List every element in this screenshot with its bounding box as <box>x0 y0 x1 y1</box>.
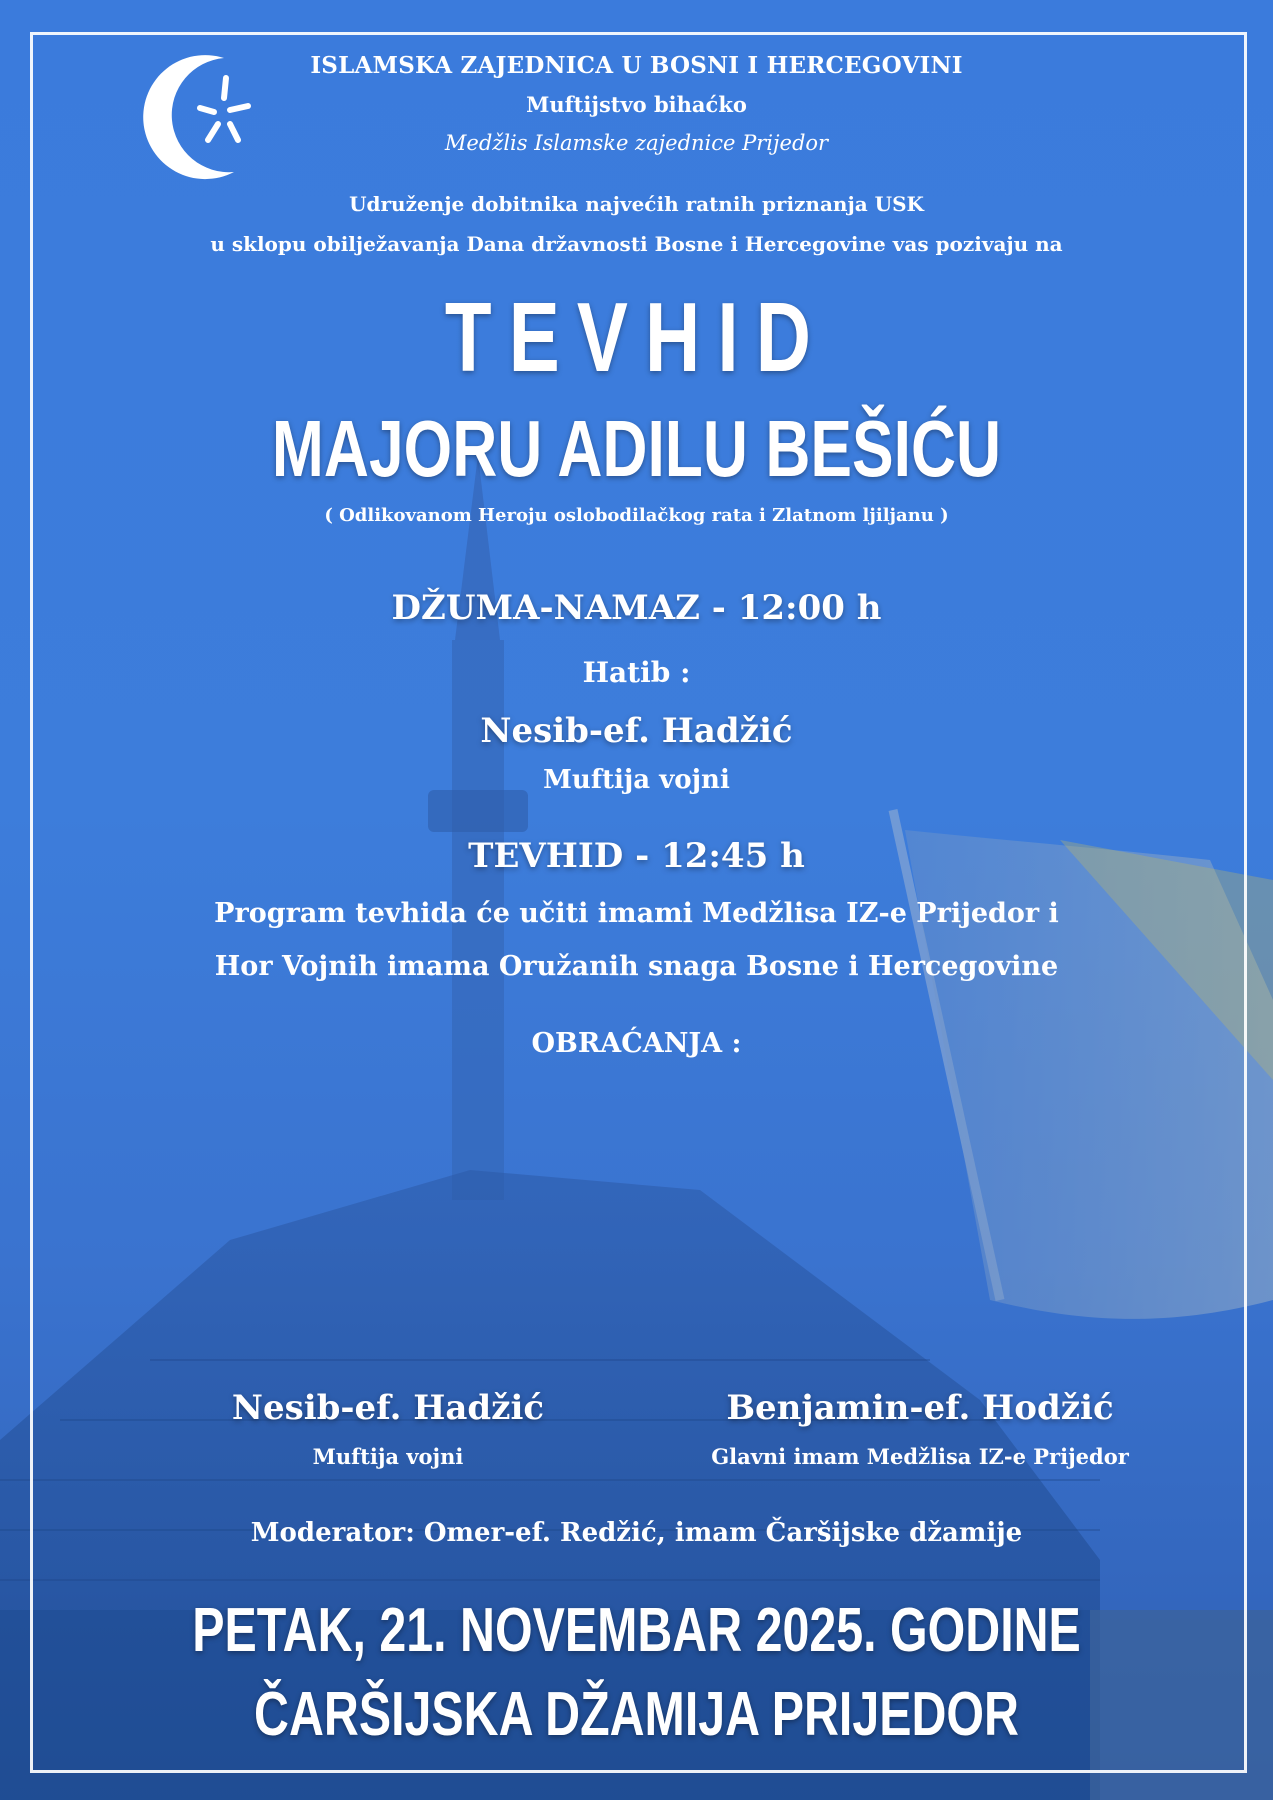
tevhid-time: TEVHID - 12:45 h <box>468 836 805 876</box>
org-name: ISLAMSKA ZAJEDNICA U BOSNI I HERCEGOVINI <box>310 52 963 79</box>
muftijstvo-name: Muftijstvo bihaćko <box>526 92 747 117</box>
invite-line-2: u sklopu obilježavanja Dana državnosti Bosne i Hercegovine vas pozivaju na <box>210 232 1063 256</box>
speaker-1-name: Nesib-ef. Hadžić <box>231 1388 545 1428</box>
hatib-role: Muftija vojni <box>543 765 730 795</box>
event-date: PETAK, 21. NOVEMBAR 2025. GODINE <box>192 1596 1081 1665</box>
dzuma-time: DŽUMA-NAMAZ - 12:00 h <box>391 588 882 628</box>
moderator: Moderator: Omer-ef. Redžić, imam Čaršijske džamije <box>250 1518 1023 1548</box>
honoree-note: ( Odlikovanom Heroju oslobodilačkog rata i Zlatnom ljiljanu ) <box>324 505 949 526</box>
invite-line-1: Udruženje dobitnika najvećih ratnih priznanja USK <box>349 192 924 216</box>
hatib-name: Nesib-ef. Hadžić <box>480 711 793 751</box>
event-location: ČARŠIJSKA DŽAMIJA PRIJEDOR <box>254 1680 1019 1749</box>
honoree-name: MAJORU ADILU BEŠIĆU <box>271 404 1002 493</box>
speaker-2-name: Benjamin-ef. Hodžić <box>726 1388 1114 1428</box>
speaker-1-portrait <box>250 1028 550 1368</box>
speaker-2-role: Glavni imam Medžlisa IZ-e Prijedor <box>711 1444 1129 1469</box>
medzlis-name: Medžlis Islamske zajednice Prijedor <box>444 131 829 155</box>
speaker-2-portrait <box>795 1028 1075 1358</box>
addresses-label: OBRAĆANJA : <box>531 1028 742 1059</box>
program-line-1: Program tevhida će učiti imami Medžlisa IZ-e Prijedor i <box>214 898 1059 929</box>
hatib-label: Hatib : <box>582 656 691 689</box>
speaker-1-role: Muftija vojni <box>312 1444 464 1469</box>
main-title: TEVHID <box>444 282 829 392</box>
program-line-2: Hor Vojnih imama Oružanih snaga Bosne i Hercegovine <box>214 951 1059 982</box>
